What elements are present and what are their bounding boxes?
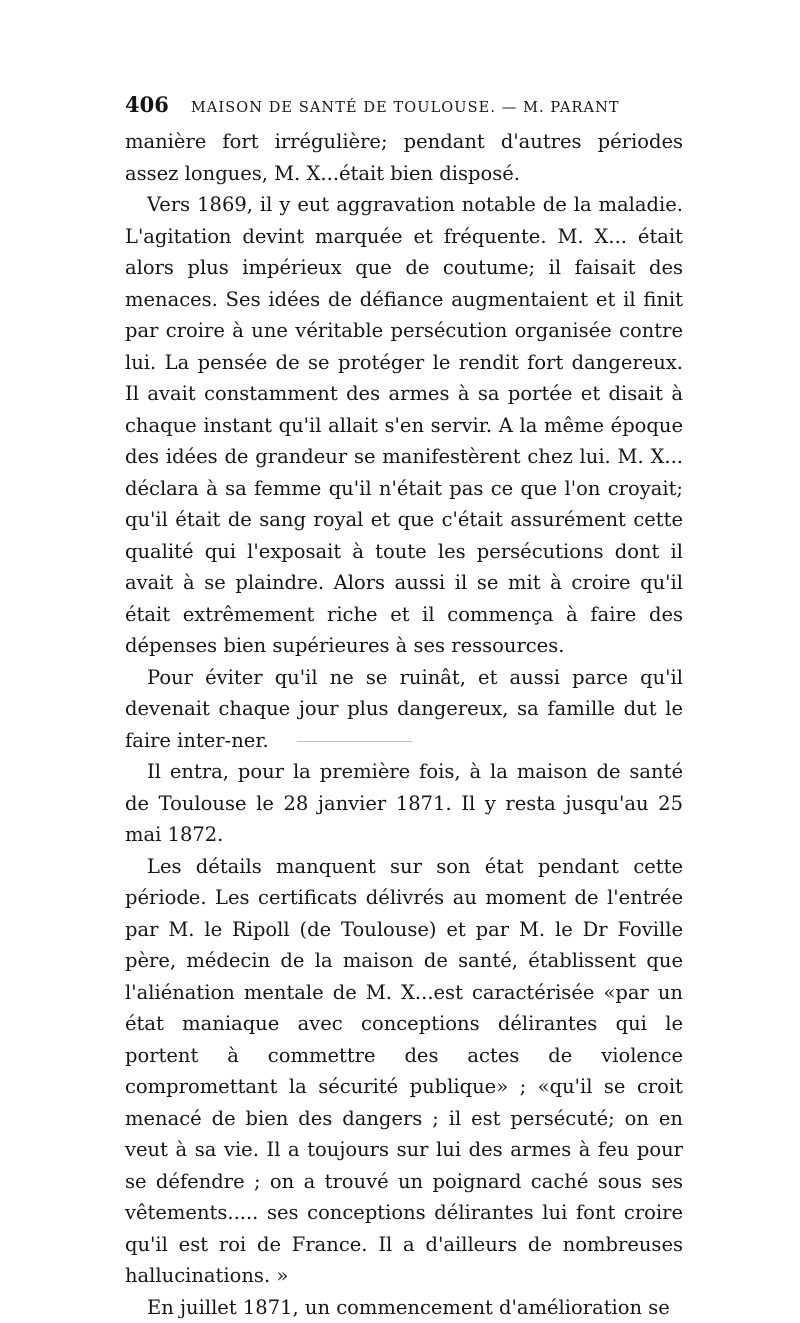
paragraph-continuation: manière fort irrégulière; pendant d'autres périodes assez longues, M. X...était bien disposé. [125, 126, 683, 189]
paragraph-improvement: En juillet 1871, un commencement d'amélioration se [125, 1292, 683, 1323]
body-text [125, 126, 683, 1323]
paragraph-internment-text: Pour éviter qu'il ne se ruinât, et aussi parce qu'il devenait chaque jour plus dangereux, sa famille dut le faire inter-ner. [125, 666, 683, 752]
page-number: 406 [125, 92, 169, 117]
paragraph-admission: Il entra, pour la première fois, à la maison de santé de Toulouse le 28 janvier 1871. Il y resta jusqu'au 25 mai 1872. [125, 756, 683, 851]
section-rule [297, 741, 412, 742]
paragraph-certificates: Les détails manquent sur son état pendant cette période. Les certificats délivrés au moment de l'entrée par M. le Ripoll (de Toulouse) et par M. le Dr Foville père, médecin de la maison de santé, établissent que l'aliénation mentale de M. X...est caractérisée «par un état maniaque avec conceptions délirantes qui le portent à commettre des actes de violence compromettant la sécurité publique» ; «qu'il se croit menacé de bien des dangers ; il est persécuté; on en veut à sa vie. Il a toujours sur lui des armes à feu pour se défendre ; on a trouvé un poignard caché sous ses vêtements..... ses conceptions délirantes lui font croire qu'il est roi de France. Il a d'ailleurs de nombreuses hallucinations. » [125, 851, 683, 1292]
book-page [125, 92, 683, 1323]
paragraph-internment [125, 662, 683, 757]
running-title: MAISON DE SANTÉ DE TOULOUSE. — M. PARANT [191, 100, 620, 116]
running-head [125, 92, 683, 126]
paragraph-aggravation: Vers 1869, il y eut aggravation notable de la maladie. L'agitation devint marquée et fréquente. M. X... était alors plus impérieux que de coutume; il faisait des menaces. Ses idées de défiance augmentaient et il finit par croire à une véritable persécution organisée contre lui. La pensée de se protéger le rendit fort dangereux. Il avait constamment des armes à sa portée et disait à chaque instant qu'il allait s'en servir. A la même époque des idées de grandeur se manifestèrent chez lui. M. X... déclara à sa femme qu'il n'était pas ce que l'on croyait; qu'il était de sang royal et que c'était assurément cette qualité qui l'exposait à toute les persécutions dont il avait à se plaindre. Alors aussi il se mit à croire qu'il était extrêmement riche et il commença à faire des dépenses bien supérieures à ses ressources. [125, 189, 683, 662]
